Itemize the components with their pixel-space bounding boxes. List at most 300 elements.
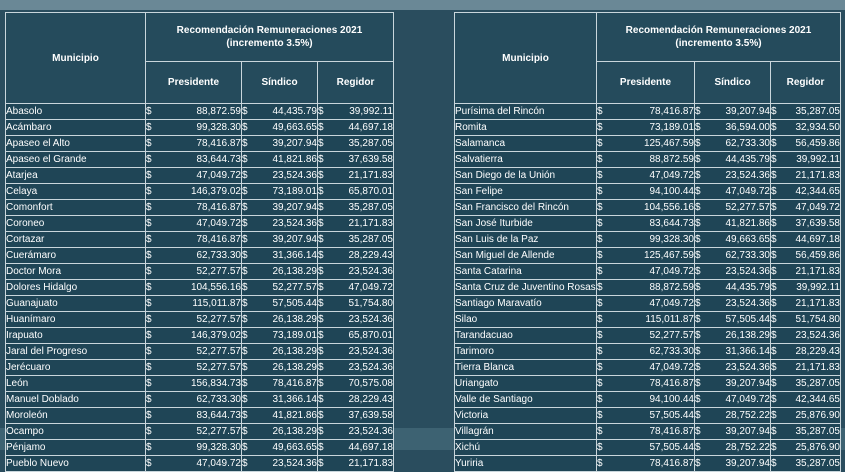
currency-symbol: $ [318, 378, 324, 389]
currency-symbol: $ [242, 458, 248, 469]
regidor-amount: 51,754.80 [348, 298, 393, 309]
regidor-cell [318, 200, 394, 216]
currency-symbol: $ [695, 186, 701, 197]
presidente-cell [597, 104, 695, 120]
regidor-cell [318, 184, 394, 200]
currency-symbol: $ [695, 250, 701, 261]
regidor-amount: 35,287.05 [348, 234, 393, 245]
presidente-cell [597, 440, 695, 456]
regidor-cell [771, 248, 841, 264]
presidente-cell [146, 216, 242, 232]
regidor-amount: 39,992.11 [796, 154, 840, 165]
currency-symbol: $ [695, 298, 701, 309]
currency-symbol: $ [771, 250, 777, 261]
sindico-cell [242, 424, 318, 440]
table-row [6, 424, 394, 440]
sindico-amount: 52,277.57 [725, 202, 770, 213]
currency-symbol: $ [597, 106, 603, 117]
sindico-amount: 23,524.36 [725, 170, 770, 181]
currency-symbol: $ [318, 250, 324, 261]
header-recomendacion [597, 13, 841, 62]
table-row [6, 120, 394, 136]
municipio-cell: Apaseo el Grande [6, 152, 146, 168]
sindico-cell [695, 392, 771, 408]
presidente-amount: 99,328.30 [196, 442, 241, 453]
regidor-amount: 23,524.36 [348, 426, 393, 437]
presidente-cell [597, 376, 695, 392]
table-row [455, 216, 841, 232]
currency-symbol: $ [771, 234, 777, 245]
currency-symbol: $ [318, 138, 324, 149]
sindico-cell [695, 216, 771, 232]
municipio-cell: Valle de Santiago [455, 392, 597, 408]
remuneraciones-table-left [5, 12, 394, 472]
regidor-cell [771, 168, 841, 184]
presidente-amount: 78,416.87 [196, 202, 241, 213]
municipio-cell: Irapuato [6, 328, 146, 344]
regidor-cell [771, 344, 841, 360]
municipio-cell: Purísima del Rincón [455, 104, 597, 120]
presidente-amount: 78,416.87 [649, 426, 694, 437]
presidente-amount: 99,328.30 [196, 122, 241, 133]
regidor-amount: 28,229.43 [348, 250, 393, 261]
presidente-amount: 52,277.57 [649, 330, 694, 341]
currency-symbol: $ [146, 442, 152, 453]
presidente-cell [146, 312, 242, 328]
currency-symbol: $ [146, 266, 152, 277]
regidor-amount: 44,697.18 [348, 122, 393, 133]
regidor-amount: 37,639.58 [348, 410, 393, 421]
presidente-cell [146, 120, 242, 136]
presidente-cell [146, 280, 242, 296]
municipio-cell: Santiago Maravatío [455, 296, 597, 312]
regidor-cell [318, 440, 394, 456]
currency-symbol: $ [771, 154, 777, 165]
presidente-cell [146, 408, 242, 424]
sindico-amount: 23,524.36 [272, 218, 317, 229]
presidente-cell [146, 344, 242, 360]
regidor-amount: 21,171.83 [348, 458, 393, 469]
presidente-amount: 99,328.30 [649, 234, 694, 245]
sindico-cell [695, 136, 771, 152]
sindico-amount: 44,435.79 [272, 106, 317, 117]
presidente-amount: 57,505.44 [649, 442, 694, 453]
currency-symbol: $ [695, 202, 701, 213]
table-row [6, 328, 394, 344]
currency-symbol: $ [146, 186, 152, 197]
header-recomendacion-subtitle: (incremento 3.5%) [226, 37, 313, 49]
municipio-cell: Guanajuato [6, 296, 146, 312]
sindico-amount: 28,752.22 [725, 442, 770, 453]
municipio-cell: Tarimoro [455, 344, 597, 360]
municipio-cell: Yuriria [455, 456, 597, 472]
table-row [455, 376, 841, 392]
sindico-amount: 57,505.44 [272, 298, 317, 309]
currency-symbol: $ [318, 314, 324, 325]
regidor-amount: 21,171.83 [795, 298, 840, 309]
regidor-amount: 23,524.36 [795, 330, 840, 341]
presidente-amount: 52,277.57 [196, 426, 241, 437]
sindico-amount: 26,138.29 [272, 362, 317, 373]
header-presidente: Presidente [146, 61, 242, 103]
regidor-cell [771, 184, 841, 200]
currency-symbol: $ [146, 106, 152, 117]
sindico-amount: 23,524.36 [272, 458, 317, 469]
presidente-cell [597, 456, 695, 472]
municipio-cell: Villagrán [455, 424, 597, 440]
table-row [455, 264, 841, 280]
table-row [455, 456, 841, 472]
currency-symbol: $ [146, 330, 152, 341]
regidor-cell [318, 408, 394, 424]
presidente-cell [146, 440, 242, 456]
currency-symbol: $ [318, 346, 324, 357]
sindico-amount: 52,277.57 [272, 282, 317, 293]
currency-symbol: $ [695, 218, 701, 229]
regidor-cell [318, 168, 394, 184]
currency-symbol: $ [597, 186, 603, 197]
currency-symbol: $ [146, 378, 152, 389]
sindico-amount: 28,752.22 [725, 410, 770, 421]
municipio-cell: Huanímaro [6, 312, 146, 328]
municipio-cell: San Miguel de Allende [455, 248, 597, 264]
regidor-cell [318, 360, 394, 376]
presidente-cell [146, 456, 242, 472]
table-row [6, 392, 394, 408]
regidor-cell [318, 376, 394, 392]
presidente-amount: 57,505.44 [649, 410, 694, 421]
presidente-amount: 62,733.30 [196, 250, 241, 261]
regidor-cell [318, 120, 394, 136]
regidor-cell [771, 136, 841, 152]
currency-symbol: $ [695, 314, 701, 325]
currency-symbol: $ [318, 410, 324, 421]
presidente-amount: 125,467.59 [643, 138, 694, 149]
sindico-cell [695, 232, 771, 248]
sindico-cell [695, 200, 771, 216]
table-row [455, 280, 841, 296]
currency-symbol: $ [318, 234, 324, 245]
presidente-amount: 104,556.16 [190, 282, 241, 293]
currency-symbol: $ [242, 138, 248, 149]
sindico-cell [695, 280, 771, 296]
municipio-cell: San Francisco del Rincón [455, 200, 597, 216]
regidor-cell [318, 328, 394, 344]
sindico-cell [695, 456, 771, 472]
presidente-amount: 78,416.87 [649, 458, 694, 469]
presidente-amount: 115,011.87 [645, 314, 694, 325]
currency-symbol: $ [146, 458, 152, 469]
regidor-cell [771, 296, 841, 312]
table-row [6, 168, 394, 184]
currency-symbol: $ [318, 170, 324, 181]
presidente-amount: 94,100.44 [649, 394, 694, 405]
table-row [6, 232, 394, 248]
table-row [6, 360, 394, 376]
sindico-amount: 41,821.86 [272, 410, 317, 421]
sindico-cell [242, 376, 318, 392]
table-row [6, 152, 394, 168]
presidente-amount: 146,379.02 [190, 186, 241, 197]
sindico-cell [242, 248, 318, 264]
currency-symbol: $ [597, 298, 603, 309]
sindico-amount: 49,663.65 [272, 442, 317, 453]
sindico-cell [695, 248, 771, 264]
presidente-cell [146, 376, 242, 392]
presidente-amount: 94,100.44 [649, 186, 694, 197]
currency-symbol: $ [771, 362, 777, 373]
currency-symbol: $ [695, 138, 701, 149]
currency-symbol: $ [146, 282, 152, 293]
currency-symbol: $ [771, 138, 777, 149]
table-row [455, 312, 841, 328]
presidente-cell [146, 168, 242, 184]
presidente-cell [597, 136, 695, 152]
presidente-cell [597, 312, 695, 328]
presidente-cell [146, 296, 242, 312]
regidor-amount: 23,524.36 [348, 266, 393, 277]
header-recomendacion-subtitle: (incremento 3.5%) [675, 37, 762, 49]
currency-symbol: $ [242, 218, 248, 229]
presidente-cell [146, 328, 242, 344]
presidente-amount: 104,556.16 [643, 202, 694, 213]
currency-symbol: $ [597, 330, 603, 341]
presidente-amount: 88,872.59 [649, 282, 694, 293]
regidor-cell [771, 440, 841, 456]
table-row [6, 104, 394, 120]
presidente-cell [597, 408, 695, 424]
regidor-cell [771, 424, 841, 440]
regidor-cell [318, 280, 394, 296]
presidente-amount: 47,049.72 [649, 298, 694, 309]
table-row [455, 360, 841, 376]
currency-symbol: $ [242, 426, 248, 437]
currency-symbol: $ [146, 410, 152, 421]
presidente-amount: 83,644.73 [196, 154, 241, 165]
sindico-cell [242, 152, 318, 168]
regidor-amount: 65,870.01 [348, 330, 393, 341]
presidente-amount: 52,277.57 [196, 362, 241, 373]
regidor-cell [771, 408, 841, 424]
sindico-cell [695, 152, 771, 168]
municipio-cell: Romita [455, 120, 597, 136]
currency-symbol: $ [597, 426, 603, 437]
currency-symbol: $ [242, 314, 248, 325]
sindico-cell [242, 232, 318, 248]
table-row [455, 200, 841, 216]
table-row [6, 136, 394, 152]
currency-symbol: $ [771, 266, 777, 277]
currency-symbol: $ [242, 106, 248, 117]
regidor-cell [318, 392, 394, 408]
regidor-cell [771, 216, 841, 232]
currency-symbol: $ [146, 298, 152, 309]
municipio-cell: Victoria [455, 408, 597, 424]
table-row [6, 312, 394, 328]
presidente-cell [597, 296, 695, 312]
currency-symbol: $ [695, 442, 701, 453]
currency-symbol: $ [242, 250, 248, 261]
regidor-amount: 44,697.18 [795, 234, 840, 245]
currency-symbol: $ [242, 266, 248, 277]
regidor-cell [771, 280, 841, 296]
regidor-amount: 21,171.83 [348, 170, 393, 181]
table-row [6, 344, 394, 360]
regidor-amount: 28,229.43 [795, 346, 840, 357]
municipio-cell: Comonfort [6, 200, 146, 216]
sindico-amount: 31,366.14 [725, 346, 770, 357]
currency-symbol: $ [695, 330, 701, 341]
sindico-amount: 26,138.29 [272, 346, 317, 357]
currency-symbol: $ [771, 298, 777, 309]
sindico-cell [695, 360, 771, 376]
currency-symbol: $ [318, 394, 324, 405]
presidente-amount: 83,644.73 [196, 410, 241, 421]
currency-symbol: $ [695, 122, 701, 133]
presidente-amount: 73,189.01 [649, 122, 694, 133]
municipio-cell: Jaral del Progreso [6, 344, 146, 360]
regidor-cell [318, 312, 394, 328]
municipio-cell: Santa Cruz de Juventino Rosas [455, 280, 597, 296]
currency-symbol: $ [318, 202, 324, 213]
currency-symbol: $ [146, 138, 152, 149]
currency-symbol: $ [146, 314, 152, 325]
sindico-amount: 23,524.36 [272, 170, 317, 181]
regidor-amount: 39,992.11 [349, 106, 393, 117]
sindico-cell [242, 104, 318, 120]
table-row [455, 296, 841, 312]
municipio-cell: Abasolo [6, 104, 146, 120]
presidente-cell [597, 392, 695, 408]
currency-symbol: $ [597, 378, 603, 389]
municipio-cell: Doctor Mora [6, 264, 146, 280]
currency-symbol: $ [597, 282, 603, 293]
regidor-cell [771, 328, 841, 344]
currency-symbol: $ [695, 378, 701, 389]
currency-symbol: $ [318, 218, 324, 229]
sindico-amount: 39,207.94 [272, 202, 317, 213]
regidor-cell [771, 152, 841, 168]
table-row [455, 440, 841, 456]
municipio-cell: Salvatierra [455, 152, 597, 168]
municipio-cell: Pueblo Nuevo [6, 456, 146, 472]
sindico-cell [695, 120, 771, 136]
currency-symbol: $ [318, 298, 324, 309]
regidor-cell [771, 200, 841, 216]
currency-symbol: $ [242, 442, 248, 453]
regidor-amount: 37,639.58 [348, 154, 393, 165]
currency-symbol: $ [318, 186, 324, 197]
currency-symbol: $ [771, 346, 777, 357]
table-row [455, 328, 841, 344]
regidor-cell [771, 120, 841, 136]
presidente-cell [146, 424, 242, 440]
sindico-amount: 26,138.29 [272, 266, 317, 277]
sindico-cell [695, 408, 771, 424]
sindico-amount: 26,138.29 [272, 314, 317, 325]
municipio-cell: Tierra Blanca [455, 360, 597, 376]
header-municipio: Municipio [6, 13, 146, 104]
sindico-amount: 41,821.86 [272, 154, 317, 165]
regidor-cell [771, 104, 841, 120]
currency-symbol: $ [242, 410, 248, 421]
sindico-cell [242, 200, 318, 216]
sindico-cell [695, 424, 771, 440]
regidor-amount: 35,287.05 [795, 106, 840, 117]
presidente-amount: 125,467.59 [643, 250, 694, 261]
municipio-cell: Tarandacuao [455, 328, 597, 344]
currency-symbol: $ [242, 394, 248, 405]
sindico-cell [695, 168, 771, 184]
presidente-cell [597, 360, 695, 376]
header-regidor: Regidor [318, 61, 394, 103]
table-row [6, 440, 394, 456]
header-sindico: Síndico [242, 61, 318, 103]
sindico-amount: 78,416.87 [272, 378, 317, 389]
sindico-amount: 26,138.29 [725, 330, 770, 341]
regidor-amount: 56,459.86 [795, 138, 840, 149]
sindico-cell [242, 168, 318, 184]
municipio-cell: Ocampo [6, 424, 146, 440]
regidor-cell [771, 376, 841, 392]
regidor-amount: 21,171.83 [348, 218, 393, 229]
currency-symbol: $ [146, 170, 152, 181]
regidor-cell [318, 104, 394, 120]
presidente-amount: 78,416.87 [649, 106, 694, 117]
presidente-amount: 47,049.72 [196, 170, 241, 181]
sindico-amount: 39,207.94 [725, 458, 770, 469]
table-row [455, 248, 841, 264]
presidente-amount: 62,733.30 [649, 346, 694, 357]
sindico-cell [242, 408, 318, 424]
sindico-amount: 36,594.00 [725, 122, 770, 133]
table-row [6, 408, 394, 424]
municipio-cell: Silao [455, 312, 597, 328]
municipio-cell: Xichú [455, 440, 597, 456]
municipio-cell: Pénjamo [6, 440, 146, 456]
sindico-cell [695, 344, 771, 360]
currency-symbol: $ [318, 122, 324, 133]
sindico-cell [695, 184, 771, 200]
sindico-amount: 73,189.01 [272, 330, 317, 341]
regidor-cell [771, 456, 841, 472]
presidente-cell [597, 344, 695, 360]
currency-symbol: $ [771, 458, 777, 469]
table-row [6, 280, 394, 296]
header-recomendacion [146, 13, 394, 62]
presidente-amount: 115,011.87 [192, 298, 241, 309]
currency-symbol: $ [695, 154, 701, 165]
regidor-cell [318, 232, 394, 248]
presidente-cell [597, 200, 695, 216]
table-body-right [455, 104, 841, 472]
regidor-amount: 23,524.36 [348, 362, 393, 373]
presidente-cell [597, 184, 695, 200]
regidor-cell [318, 216, 394, 232]
currency-symbol: $ [146, 122, 152, 133]
presidente-amount: 47,049.72 [196, 458, 241, 469]
table-body-left [6, 104, 394, 472]
currency-symbol: $ [318, 426, 324, 437]
regidor-cell [318, 152, 394, 168]
presidente-cell [146, 248, 242, 264]
regidor-cell [318, 296, 394, 312]
currency-symbol: $ [771, 426, 777, 437]
currency-symbol: $ [695, 362, 701, 373]
sindico-cell [242, 392, 318, 408]
sindico-amount: 44,435.79 [725, 154, 770, 165]
sindico-cell [242, 136, 318, 152]
